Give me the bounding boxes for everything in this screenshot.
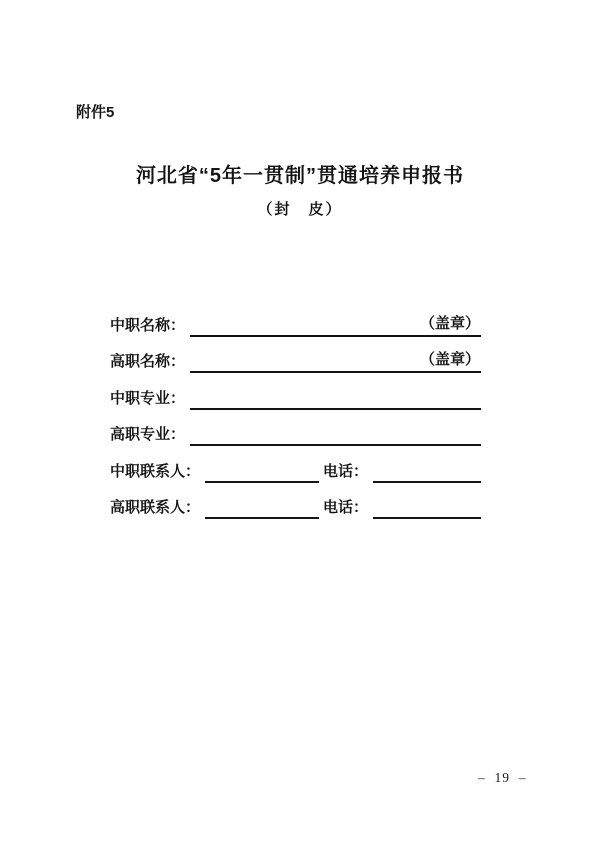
blank-line-higher-school-name [190,347,481,373]
field-label: 高职专业： [110,426,186,443]
blank-line-higher-major [190,420,481,446]
field-label: 中职联系人： [110,462,201,480]
field-label: 高职名称： [110,353,186,370]
form-row-higher-school-name [110,337,481,374]
field-label: 高职联系人： [110,499,201,516]
seal-annotation: （盖章） [419,314,480,332]
document-subtitle: （封 皮） [257,201,343,218]
form-row-secondary-contact [110,446,481,483]
field-label: 中职名称： [110,316,186,334]
form-row-secondary-school-name [110,300,481,337]
blank-line-higher-contact [205,493,319,519]
form-row-higher-contact [110,483,481,520]
blank-line-higher-phone [373,493,481,519]
phone-label: 电话： [323,462,369,480]
form-row-higher-major [110,410,481,447]
seal-annotation: （盖章） [419,351,480,368]
blank-line-secondary-contact [205,457,319,483]
blank-line-secondary-phone [373,457,481,483]
field-label: 中职专业： [110,389,186,407]
phone-label: 电话： [323,499,369,516]
blank-line-secondary-school-name [190,311,481,337]
attachment-label: 附件5 [76,104,115,121]
document-title: 河北省“5年一贯制”贯通培养申报书 [135,165,465,187]
cover-form [110,300,481,519]
page-number: – 19 – [478,770,527,785]
blank-line-secondary-major [190,384,481,410]
form-row-secondary-major [110,373,481,410]
